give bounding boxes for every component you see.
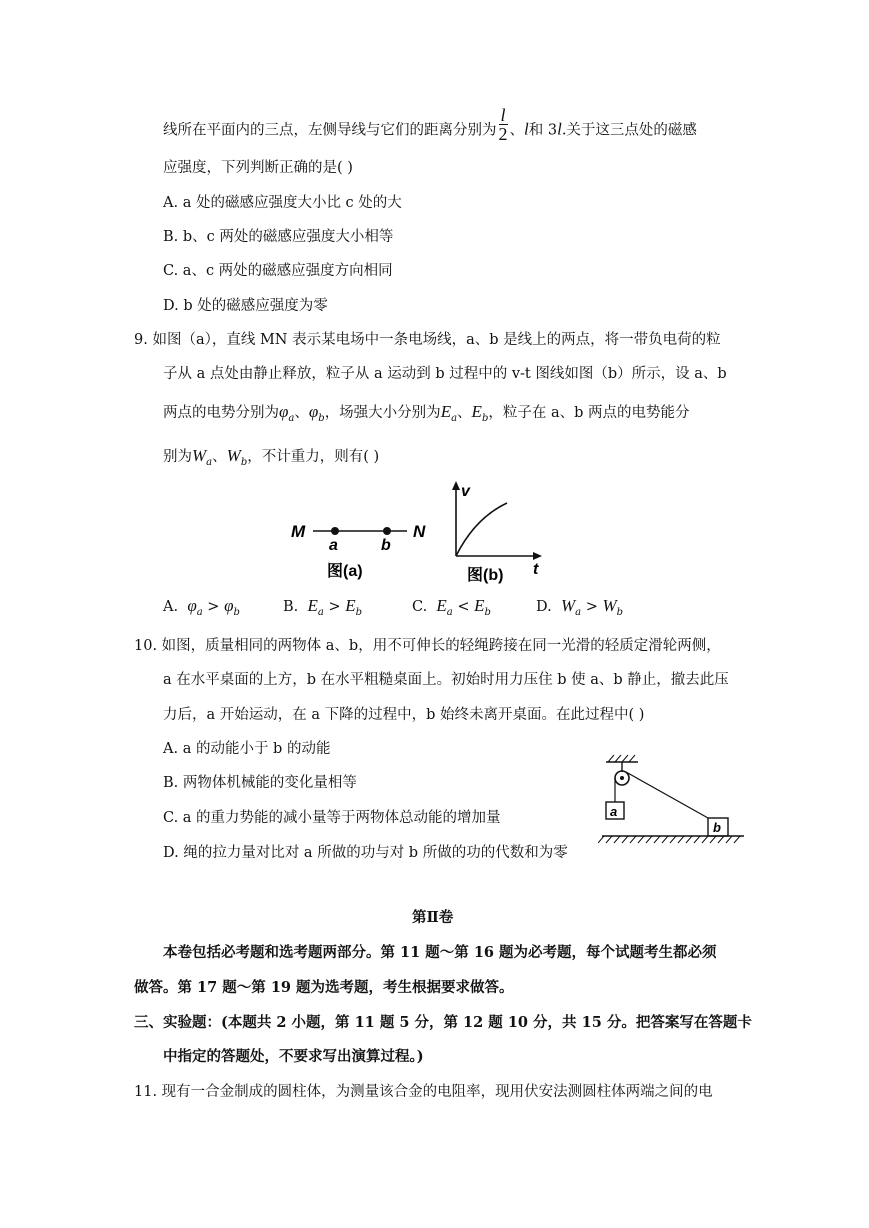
pulley-figure xyxy=(598,752,748,852)
part2-title: 第Ⅱ卷 xyxy=(412,909,454,926)
part2-intro-line2: 做答。第 17 题～第 19 题为选考题，考生根据要求做答。 xyxy=(134,979,514,996)
q9-line1: 9. 如图（a），直线 MN 表示某电场中一条电场线，a、b 是线上的两点，将一带负电荷的粒 xyxy=(134,332,721,348)
subscript-a: a xyxy=(575,606,582,618)
q10-option-d: D. 绳的拉力量对比对 a 所做的功与对 b 所做的功的代数和为零 xyxy=(163,845,568,861)
subscript-a: a xyxy=(317,606,324,618)
relation-symbol: > xyxy=(207,599,220,615)
q8-text: 和 3 xyxy=(528,122,558,139)
q10-line3: 力后，a 开始运动，在 a 下降的过程中，b 始终未离开桌面。在此过程中( ) xyxy=(163,707,645,723)
relation-symbol: > xyxy=(328,599,341,615)
option-letter: C. xyxy=(412,599,428,615)
symbol-W: W xyxy=(226,446,241,465)
block-b-label: b xyxy=(713,820,721,835)
t-axis-arrow-icon xyxy=(533,552,542,560)
q10-option-b: B. 两物体机械能的变化量相等 xyxy=(163,775,357,791)
symbol-phi: φ xyxy=(224,596,234,615)
label-N: N xyxy=(413,522,426,541)
q9-option-c xyxy=(412,596,491,623)
option-letter: B. xyxy=(283,599,299,615)
part2-intro-line1: 本卷包括必考题和选考题两部分。第 11 题～第 16 题为必考题，每个试题考生都必须 xyxy=(163,944,717,961)
option-letter: D. xyxy=(536,599,552,615)
v-axis-arrow-icon xyxy=(452,481,460,490)
vt-curve xyxy=(456,503,507,556)
block-a-label: a xyxy=(610,804,618,819)
subscript-b: b xyxy=(484,606,491,618)
section3-heading-line1: 三、实验题：(本题共 2 小题，第 11 题 5 分，第 12 题 10 分，共 15 分。把答案写在答题卡 xyxy=(134,1014,752,1031)
floor-hatch xyxy=(598,836,740,843)
fraction-numerator: l xyxy=(500,105,506,125)
q8-option-a: A. a 处的磁感应强度大小比 c 处的大 xyxy=(163,195,402,211)
q9-line2: 子从 a 点处由静止释放，粒子从 a 运动到 b 过程中的 v-t 图线如图（b）所示，设 a、b xyxy=(163,366,727,382)
rope-b xyxy=(626,772,708,818)
q11-line1: 11. 现有一合金制成的圆柱体，为测量该合金的电阻率，现用伏安法测圆柱体两端之间的电 xyxy=(134,1084,713,1100)
symbol-W: W xyxy=(192,446,207,465)
q8-option-d: D. b 处的磁感应强度为零 xyxy=(163,298,328,314)
q9-sep: 、 xyxy=(294,405,309,421)
subscript-b: b xyxy=(318,412,325,424)
q10-option-a: A. a 的动能小于 b 的动能 xyxy=(163,741,331,757)
q8-line2: 应强度，下列判断正确的是( ) xyxy=(163,160,353,176)
q9-option-d xyxy=(536,596,623,623)
subscript-b: b xyxy=(616,606,624,618)
label-t: t xyxy=(533,561,539,578)
symbol-E: E xyxy=(345,596,356,615)
q9-line4 xyxy=(163,446,379,473)
label-a: a xyxy=(329,537,338,554)
symbol-E: E xyxy=(471,402,482,421)
symbol-phi: φ xyxy=(308,402,319,421)
symbol-l: l xyxy=(524,119,529,139)
q8-text: .关于这三点处的磁感 xyxy=(561,122,697,139)
caption-b: 图(b) xyxy=(467,567,504,584)
subscript-b: b xyxy=(355,606,363,618)
q9-line3 xyxy=(163,402,690,429)
relation-symbol: > xyxy=(585,599,598,615)
pulley-axle xyxy=(620,776,624,780)
relation-symbol: < xyxy=(457,599,470,615)
q8-option-c: C. a、c 两处的磁感应强度方向相同 xyxy=(163,263,393,279)
q9-text: ，场强大小分别为 xyxy=(324,405,441,421)
subscript-a: a xyxy=(206,456,213,468)
symbol-phi: φ xyxy=(187,596,197,615)
symbol-phi: φ xyxy=(279,402,289,421)
q9-text: ，不计重力，则有( ) xyxy=(247,449,380,465)
subscript-b: b xyxy=(240,456,248,468)
q9-sep: 、 xyxy=(457,405,472,421)
fraction-denominator: 2 xyxy=(498,124,508,144)
symbol-W: W xyxy=(602,596,617,615)
q9-option-b xyxy=(283,596,362,623)
subscript-a: a xyxy=(446,606,453,618)
q9-text: 两点的电势分别为 xyxy=(163,405,279,421)
ceiling-hatch xyxy=(608,755,635,762)
figure-b-vt-graph xyxy=(445,478,550,588)
q9-sep: 、 xyxy=(212,449,227,465)
symbol-E: E xyxy=(307,596,318,615)
q8-line1 xyxy=(163,105,697,144)
q10-line2: a 在水平桌面的上方，b 在水平粗糙桌面上。初始时用力压住 b 使 a、b 静止，撤去此压 xyxy=(163,672,729,688)
subscript-a: a xyxy=(451,412,458,424)
subscript-a: a xyxy=(288,412,295,424)
q9-text: 别为 xyxy=(163,449,192,465)
subscript-b: b xyxy=(481,412,489,424)
q8-sep: 、 xyxy=(509,122,525,139)
subscript-b: b xyxy=(233,606,240,618)
figure-a-field-line xyxy=(285,512,445,587)
section3-heading-line2: 中指定的答题处，不要求写出演算过程。) xyxy=(163,1048,424,1065)
symbol-E: E xyxy=(474,596,485,615)
fraction-l-over-2 xyxy=(499,106,508,143)
subscript-a: a xyxy=(196,606,203,618)
q9-option-a xyxy=(163,596,240,623)
label-M: M xyxy=(291,522,306,541)
option-letter: A. xyxy=(163,599,179,615)
symbol-E: E xyxy=(436,596,447,615)
q8-text: 线所在平面内的三点，左侧导线与它们的距离分别为 xyxy=(163,122,497,139)
q9-text: ，粒子在 a、b 两点的电势能分 xyxy=(488,405,690,421)
q10-option-c: C. a 的重力势能的减小量等于两物体总动能的增加量 xyxy=(163,810,501,826)
q10-line1: 10. 如图，质量相同的两物体 a、b，用不可伸长的轻绳跨接在同一光滑的轻质定滑轮两侧， xyxy=(134,638,721,654)
symbol-l: l xyxy=(557,119,562,139)
label-b: b xyxy=(381,537,391,554)
point-a-dot xyxy=(331,527,339,535)
symbol-W: W xyxy=(560,596,576,615)
label-v: v xyxy=(461,483,470,500)
caption-a: 图(a) xyxy=(327,563,363,580)
symbol-E: E xyxy=(440,402,452,421)
q8-option-b: B. b、c 两处的磁感应强度大小相等 xyxy=(163,229,394,245)
point-b-dot xyxy=(383,527,391,535)
